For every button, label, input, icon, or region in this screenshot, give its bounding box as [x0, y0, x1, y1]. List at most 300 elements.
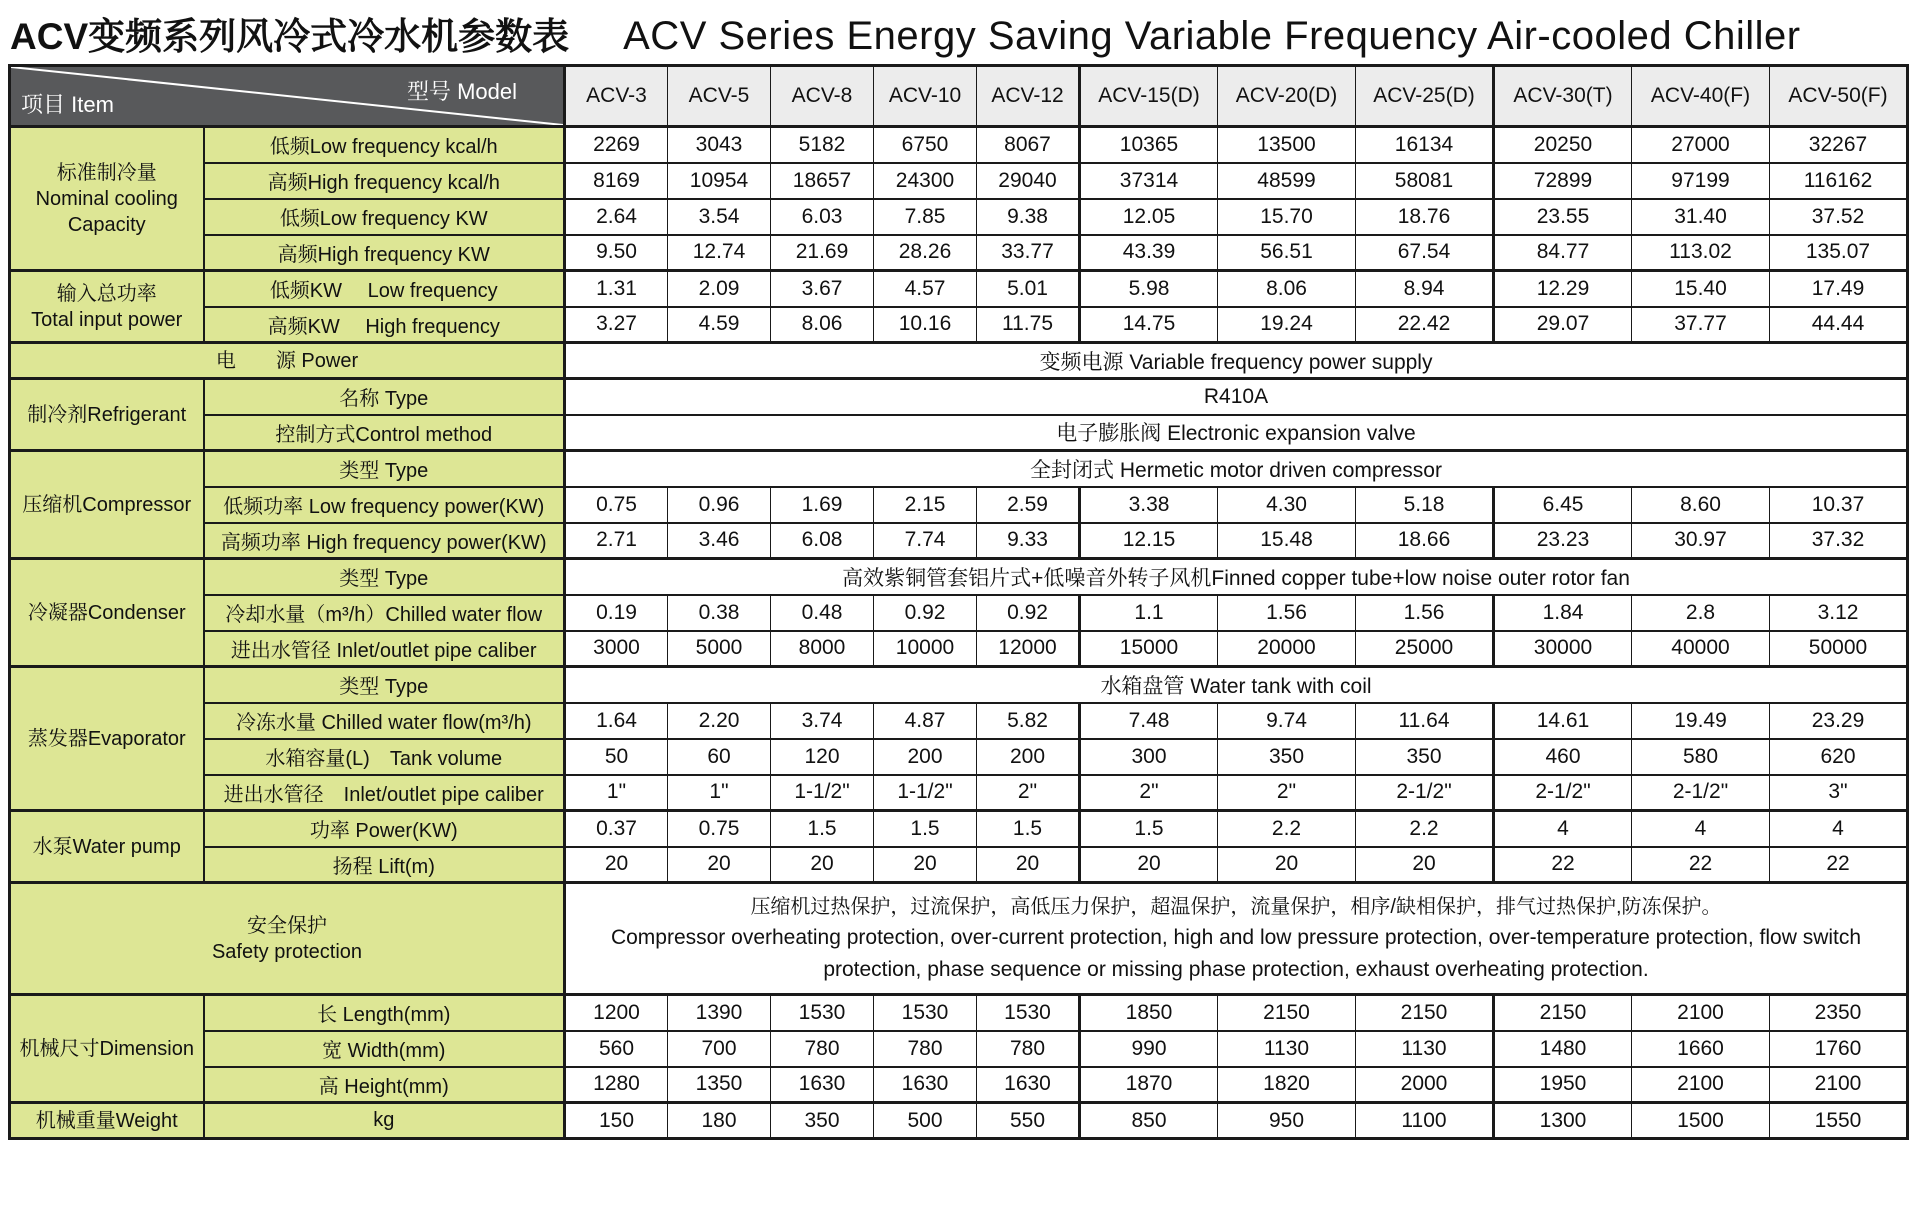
value-cell: 30000 — [1494, 631, 1632, 667]
value-cell: 350 — [1218, 739, 1356, 775]
value-cell: 113.02 — [1632, 235, 1770, 271]
value-cell: 12000 — [977, 631, 1080, 667]
value-cell: 20 — [874, 847, 977, 883]
value-cell: 1870 — [1080, 1067, 1218, 1103]
value-cell: 0.75 — [565, 487, 668, 523]
value-cell: 560 — [565, 1031, 668, 1067]
item-label-cell: 低频Low frequency KW — [204, 199, 565, 235]
category-line: 电 源 Power — [215, 349, 359, 372]
value-cell: 1530 — [771, 995, 874, 1031]
value-cell: 40000 — [1632, 631, 1770, 667]
value-cell: 22 — [1632, 847, 1770, 883]
value-cell: 4.57 — [874, 271, 977, 307]
table-row — [10, 703, 1908, 739]
model-header: ACV-12 — [977, 66, 1080, 127]
model-header: ACV-5 — [668, 66, 771, 127]
value-cell: 50000 — [1770, 631, 1908, 667]
value-cell: 43.39 — [1080, 235, 1218, 271]
value-cell: 58081 — [1356, 163, 1494, 199]
value-cell: 2100 — [1770, 1067, 1908, 1103]
table-row — [10, 523, 1908, 559]
category-line: 安全保护 — [247, 914, 327, 937]
value-cell: 0.19 — [565, 595, 668, 631]
value-cell: 1550 — [1770, 1103, 1908, 1139]
value-cell: 3000 — [565, 631, 668, 667]
table-row — [10, 847, 1908, 883]
value-cell: 1530 — [977, 995, 1080, 1031]
table-row — [10, 667, 1908, 703]
title-english: ACV Series Energy Saving Variable Frequency Air-cooled Chiller — [623, 14, 1801, 58]
value-cell: 25000 — [1356, 631, 1494, 667]
value-cell: 180 — [668, 1103, 771, 1139]
value-cell: 0.38 — [668, 595, 771, 631]
item-label-cell: 高频High frequency KW — [204, 235, 565, 271]
spec-table — [8, 64, 1909, 1140]
value-cell: 21.69 — [771, 235, 874, 271]
item-label-cell: 高频High frequency kcal/h — [204, 163, 565, 199]
value-cell: 2100 — [1632, 995, 1770, 1031]
value-cell: 1100 — [1356, 1103, 1494, 1139]
table-row — [10, 163, 1908, 199]
value-cell: 2" — [1080, 775, 1218, 811]
value-cell: 20 — [668, 847, 771, 883]
value-cell: 14.61 — [1494, 703, 1632, 739]
item-label-cell: 名称 Type — [204, 379, 565, 415]
table-row — [10, 379, 1908, 415]
value-cell: 550 — [977, 1103, 1080, 1139]
category-cell — [10, 451, 204, 559]
value-cell: 1480 — [1494, 1031, 1632, 1067]
value-cell: 0.37 — [565, 811, 668, 847]
value-cell: 37314 — [1080, 163, 1218, 199]
item-label-cell: 控制方式Control method — [204, 415, 565, 451]
value-cell: 8000 — [771, 631, 874, 667]
value-cell: 2350 — [1770, 995, 1908, 1031]
value-cell: 97199 — [1632, 163, 1770, 199]
value-cell: 1300 — [1494, 1103, 1632, 1139]
merged-value-line: 电子膨胀阀 Electronic expansion valve — [1056, 422, 1416, 446]
table-row — [10, 775, 1908, 811]
value-cell: 4 — [1494, 811, 1632, 847]
merged-value-line: R410A — [1203, 384, 1269, 408]
value-cell: 11.64 — [1356, 703, 1494, 739]
item-label-cell: 功率 Power(KW) — [204, 811, 565, 847]
value-cell: 1200 — [565, 995, 668, 1031]
value-cell: 29.07 — [1494, 307, 1632, 343]
value-cell: 4.87 — [874, 703, 977, 739]
value-cell: 9.33 — [977, 523, 1080, 559]
value-cell: 500 — [874, 1103, 977, 1139]
value-cell: 15.48 — [1218, 523, 1356, 559]
category-cell — [10, 1103, 204, 1139]
value-cell: 1.69 — [771, 487, 874, 523]
value-cell: 1.5 — [977, 811, 1080, 847]
page-title — [0, 0, 1920, 64]
value-cell: 3.38 — [1080, 487, 1218, 523]
value-cell: 20 — [565, 847, 668, 883]
value-cell: 300 — [1080, 739, 1218, 775]
value-cell: 116162 — [1770, 163, 1908, 199]
value-cell: 1" — [668, 775, 771, 811]
value-cell: 2.64 — [565, 199, 668, 235]
merged-value-cell — [565, 451, 1908, 487]
value-cell: 23.23 — [1494, 523, 1632, 559]
merged-value-line: 全封闭式 Hermetic motor driven compressor — [1030, 458, 1442, 482]
value-cell: 12.05 — [1080, 199, 1218, 235]
item-label-cell: 高 Height(mm) — [204, 1067, 565, 1103]
value-cell: 350 — [1356, 739, 1494, 775]
value-cell: 8.06 — [1218, 271, 1356, 307]
value-cell: 2.2 — [1218, 811, 1356, 847]
value-cell: 17.49 — [1770, 271, 1908, 307]
value-cell: 19.24 — [1218, 307, 1356, 343]
value-cell: 37.52 — [1770, 199, 1908, 235]
category-line: Total input power — [31, 308, 183, 331]
value-cell: 135.07 — [1770, 235, 1908, 271]
value-cell: 780 — [977, 1031, 1080, 1067]
value-cell: 20250 — [1494, 127, 1632, 163]
category-line: 压缩机Compressor — [22, 493, 192, 516]
value-cell: 33.77 — [977, 235, 1080, 271]
table-row — [10, 883, 1908, 995]
value-cell: 1850 — [1080, 995, 1218, 1031]
value-cell: 4.59 — [668, 307, 771, 343]
value-cell: 24300 — [874, 163, 977, 199]
value-cell: 350 — [771, 1103, 874, 1139]
corner-item-label: 项目 Item — [21, 92, 114, 117]
value-cell: 990 — [1080, 1031, 1218, 1067]
value-cell: 5182 — [771, 127, 874, 163]
title-chinese: ACV变频系列风冷式冷水机参数表 — [10, 16, 570, 57]
item-label-cell: 冷却水量（m³/h）Chilled water flow — [204, 595, 565, 631]
value-cell: 10.37 — [1770, 487, 1908, 523]
value-cell: 1.5 — [1080, 811, 1218, 847]
value-cell: 4 — [1770, 811, 1908, 847]
value-cell: 29040 — [977, 163, 1080, 199]
item-label-cell: kg — [204, 1103, 565, 1139]
value-cell: 780 — [874, 1031, 977, 1067]
value-cell: 6.08 — [771, 523, 874, 559]
model-header-row — [10, 66, 1908, 127]
value-cell: 20 — [771, 847, 874, 883]
value-cell: 0.48 — [771, 595, 874, 631]
table-row — [10, 1067, 1908, 1103]
value-cell: 8169 — [565, 163, 668, 199]
value-cell: 1.31 — [565, 271, 668, 307]
value-cell: 7.48 — [1080, 703, 1218, 739]
table-row — [10, 199, 1908, 235]
item-label-cell: 低频Low frequency kcal/h — [204, 127, 565, 163]
model-header: ACV-50(F) — [1770, 66, 1908, 127]
value-cell: 950 — [1218, 1103, 1356, 1139]
value-cell: 2150 — [1494, 995, 1632, 1031]
value-cell: 2" — [977, 775, 1080, 811]
value-cell: 20 — [977, 847, 1080, 883]
category-line: 制冷剂Refrigerant — [27, 403, 187, 426]
item-label-cell: 低频功率 Low frequency power(KW) — [204, 487, 565, 523]
value-cell: 20 — [1356, 847, 1494, 883]
value-cell: 48599 — [1218, 163, 1356, 199]
value-cell: 37.77 — [1632, 307, 1770, 343]
value-cell: 20000 — [1218, 631, 1356, 667]
merged-value-cell — [565, 883, 1908, 995]
category-line: 标准制冷量 — [56, 161, 157, 184]
value-cell: 2150 — [1218, 995, 1356, 1031]
value-cell: 1.5 — [874, 811, 977, 847]
value-cell: 120 — [771, 739, 874, 775]
value-cell: 580 — [1632, 739, 1770, 775]
category-cell — [10, 811, 204, 883]
item-label-cell: 低频KW Low frequency — [204, 271, 565, 307]
value-cell: 37.32 — [1770, 523, 1908, 559]
value-cell: 1630 — [977, 1067, 1080, 1103]
item-label-cell: 类型 Type — [204, 667, 565, 703]
value-cell: 10954 — [668, 163, 771, 199]
value-cell: 14.75 — [1080, 307, 1218, 343]
model-header: ACV-3 — [565, 66, 668, 127]
value-cell: 620 — [1770, 739, 1908, 775]
value-cell: 3.12 — [1770, 595, 1908, 631]
table-row — [10, 1103, 1908, 1139]
table-row — [10, 235, 1908, 271]
merged-value-line: 压缩机过热保护，过流保护，高低压力保护，超温保护，流量保护，相序/缺相保护，排气过热保护,防冻保护。 — [750, 896, 1722, 918]
value-cell: 200 — [977, 739, 1080, 775]
value-cell: 15.40 — [1632, 271, 1770, 307]
value-cell: 1280 — [565, 1067, 668, 1103]
category-cell — [10, 559, 204, 667]
value-cell: 18.76 — [1356, 199, 1494, 235]
value-cell: 2-1/2" — [1632, 775, 1770, 811]
value-cell: 7.85 — [874, 199, 977, 235]
item-label-cell: 水箱容量(L) Tank volume — [204, 739, 565, 775]
value-cell: 0.92 — [977, 595, 1080, 631]
merged-value-line: 水箱盘管 Water tank with coil — [1100, 674, 1372, 698]
table-row — [10, 451, 1908, 487]
value-cell: 0.96 — [668, 487, 771, 523]
value-cell: 10000 — [874, 631, 977, 667]
table-row — [10, 811, 1908, 847]
value-cell: 3.74 — [771, 703, 874, 739]
full-span-label-cell — [10, 343, 565, 379]
value-cell: 3" — [1770, 775, 1908, 811]
value-cell: 3043 — [668, 127, 771, 163]
item-label-cell: 冷冻水量 Chilled water flow(m³/h) — [204, 703, 565, 739]
table-row — [10, 415, 1908, 451]
value-cell: 1.5 — [771, 811, 874, 847]
category-line: Capacity — [67, 213, 146, 236]
value-cell: 3.27 — [565, 307, 668, 343]
value-cell: 56.51 — [1218, 235, 1356, 271]
category-line: 机械尺寸Dimension — [19, 1037, 194, 1060]
value-cell: 9.50 — [565, 235, 668, 271]
value-cell: 10365 — [1080, 127, 1218, 163]
merged-value-cell — [565, 415, 1908, 451]
value-cell: 12.29 — [1494, 271, 1632, 307]
item-label-cell: 高频KW High frequency — [204, 307, 565, 343]
category-line: Nominal cooling — [35, 187, 178, 210]
value-cell: 18.66 — [1356, 523, 1494, 559]
value-cell: 8.60 — [1632, 487, 1770, 523]
value-cell: 22 — [1770, 847, 1908, 883]
value-cell: 8067 — [977, 127, 1080, 163]
merged-value-line: Compressor overheating protection, over-current protection, high and low pressure protection, over-temperature protection, flow switch protection, phase sequence or missing phase protection, exhaust overheating protection. — [610, 926, 1862, 981]
merged-value-cell — [565, 559, 1908, 595]
value-cell: 22.42 — [1356, 307, 1494, 343]
value-cell: 18657 — [771, 163, 874, 199]
value-cell: 1.56 — [1218, 595, 1356, 631]
table-row — [10, 487, 1908, 523]
item-label-cell: 类型 Type — [204, 559, 565, 595]
value-cell: 5.01 — [977, 271, 1080, 307]
model-header: ACV-25(D) — [1356, 66, 1494, 127]
value-cell: 1500 — [1632, 1103, 1770, 1139]
value-cell: 5.18 — [1356, 487, 1494, 523]
value-cell: 460 — [1494, 739, 1632, 775]
merged-value-cell — [565, 343, 1908, 379]
value-cell: 20 — [1080, 847, 1218, 883]
value-cell: 2.8 — [1632, 595, 1770, 631]
value-cell: 1" — [565, 775, 668, 811]
value-cell: 9.38 — [977, 199, 1080, 235]
value-cell: 12.74 — [668, 235, 771, 271]
value-cell: 84.77 — [1494, 235, 1632, 271]
value-cell: 13500 — [1218, 127, 1356, 163]
category-line: 冷凝器Condenser — [27, 601, 186, 624]
full-span-label-cell — [10, 883, 565, 995]
value-cell: 10.16 — [874, 307, 977, 343]
value-cell: 1.84 — [1494, 595, 1632, 631]
table-row — [10, 127, 1908, 163]
value-cell: 1-1/2" — [874, 775, 977, 811]
item-label-cell: 长 Length(mm) — [204, 995, 565, 1031]
value-cell: 23.29 — [1770, 703, 1908, 739]
category-line: 水泵Water pump — [32, 835, 181, 858]
value-cell: 6.45 — [1494, 487, 1632, 523]
category-cell — [10, 995, 204, 1103]
merged-value-line: 变频电源 Variable frequency power supply — [1039, 350, 1433, 374]
value-cell: 1390 — [668, 995, 771, 1031]
value-cell: 200 — [874, 739, 977, 775]
value-cell: 8.94 — [1356, 271, 1494, 307]
value-cell: 9.74 — [1218, 703, 1356, 739]
value-cell: 30.97 — [1632, 523, 1770, 559]
value-cell: 150 — [565, 1103, 668, 1139]
value-cell: 2.2 — [1356, 811, 1494, 847]
category-line: Safety protection — [211, 940, 363, 963]
value-cell: 16134 — [1356, 127, 1494, 163]
value-cell: 72899 — [1494, 163, 1632, 199]
value-cell: 2100 — [1632, 1067, 1770, 1103]
value-cell: 5.98 — [1080, 271, 1218, 307]
value-cell: 4.30 — [1218, 487, 1356, 523]
item-label-cell: 扬程 Lift(m) — [204, 847, 565, 883]
value-cell: 2269 — [565, 127, 668, 163]
model-header: ACV-8 — [771, 66, 874, 127]
model-header: ACV-15(D) — [1080, 66, 1218, 127]
value-cell: 2150 — [1356, 995, 1494, 1031]
value-cell: 2.59 — [977, 487, 1080, 523]
value-cell: 50 — [565, 739, 668, 775]
model-header: ACV-20(D) — [1218, 66, 1356, 127]
value-cell: 28.26 — [874, 235, 977, 271]
value-cell: 2.09 — [668, 271, 771, 307]
value-cell: 1130 — [1218, 1031, 1356, 1067]
merged-value-cell — [565, 667, 1908, 703]
table-row — [10, 995, 1908, 1031]
value-cell: 700 — [668, 1031, 771, 1067]
value-cell: 32267 — [1770, 127, 1908, 163]
category-cell — [10, 667, 204, 811]
merged-value-line: 高效紫铜管套铝片式+低噪音外转子风机Finned copper tube+low noise outer rotor fan — [842, 566, 1630, 590]
value-cell: 3.67 — [771, 271, 874, 307]
value-cell: 0.92 — [874, 595, 977, 631]
value-cell: 1820 — [1218, 1067, 1356, 1103]
value-cell: 1630 — [771, 1067, 874, 1103]
table-row — [10, 307, 1908, 343]
table-row — [10, 631, 1908, 667]
value-cell: 5.82 — [977, 703, 1080, 739]
value-cell: 11.75 — [977, 307, 1080, 343]
table-row — [10, 271, 1908, 307]
value-cell: 1.64 — [565, 703, 668, 739]
value-cell: 5000 — [668, 631, 771, 667]
model-header: ACV-30(T) — [1494, 66, 1632, 127]
category-line: 输入总功率 — [56, 282, 157, 305]
table-row — [10, 595, 1908, 631]
value-cell: 2.15 — [874, 487, 977, 523]
value-cell: 1130 — [1356, 1031, 1494, 1067]
value-cell: 850 — [1080, 1103, 1218, 1139]
value-cell: 1530 — [874, 995, 977, 1031]
value-cell: 2.71 — [565, 523, 668, 559]
item-label-cell: 进出水管径 Inlet/outlet pipe caliber — [204, 775, 565, 811]
value-cell: 1760 — [1770, 1031, 1908, 1067]
category-cell — [10, 379, 204, 451]
category-cell — [10, 271, 204, 343]
value-cell: 0.75 — [668, 811, 771, 847]
value-cell: 20 — [1218, 847, 1356, 883]
value-cell: 7.74 — [874, 523, 977, 559]
value-cell: 3.54 — [668, 199, 771, 235]
value-cell: 44.44 — [1770, 307, 1908, 343]
value-cell: 2-1/2" — [1494, 775, 1632, 811]
table-row — [10, 343, 1908, 379]
model-header: ACV-10 — [874, 66, 977, 127]
value-cell: 19.49 — [1632, 703, 1770, 739]
value-cell: 15.70 — [1218, 199, 1356, 235]
value-cell: 1630 — [874, 1067, 977, 1103]
value-cell: 23.55 — [1494, 199, 1632, 235]
value-cell: 1950 — [1494, 1067, 1632, 1103]
item-label-cell: 类型 Type — [204, 451, 565, 487]
value-cell: 3.46 — [668, 523, 771, 559]
item-label-cell: 高频功率 High frequency power(KW) — [204, 523, 565, 559]
value-cell: 12.15 — [1080, 523, 1218, 559]
value-cell: 31.40 — [1632, 199, 1770, 235]
corner-model-label: 型号 Model — [406, 79, 517, 104]
value-cell: 6.03 — [771, 199, 874, 235]
value-cell: 1.1 — [1080, 595, 1218, 631]
value-cell: 1350 — [668, 1067, 771, 1103]
item-label-cell: 进出水管径 Inlet/outlet pipe caliber — [204, 631, 565, 667]
value-cell: 8.06 — [771, 307, 874, 343]
value-cell: 67.54 — [1356, 235, 1494, 271]
category-cell — [10, 127, 204, 271]
value-cell: 27000 — [1632, 127, 1770, 163]
value-cell: 60 — [668, 739, 771, 775]
value-cell: 4 — [1632, 811, 1770, 847]
category-line: 蒸发器Evaporator — [27, 727, 186, 750]
